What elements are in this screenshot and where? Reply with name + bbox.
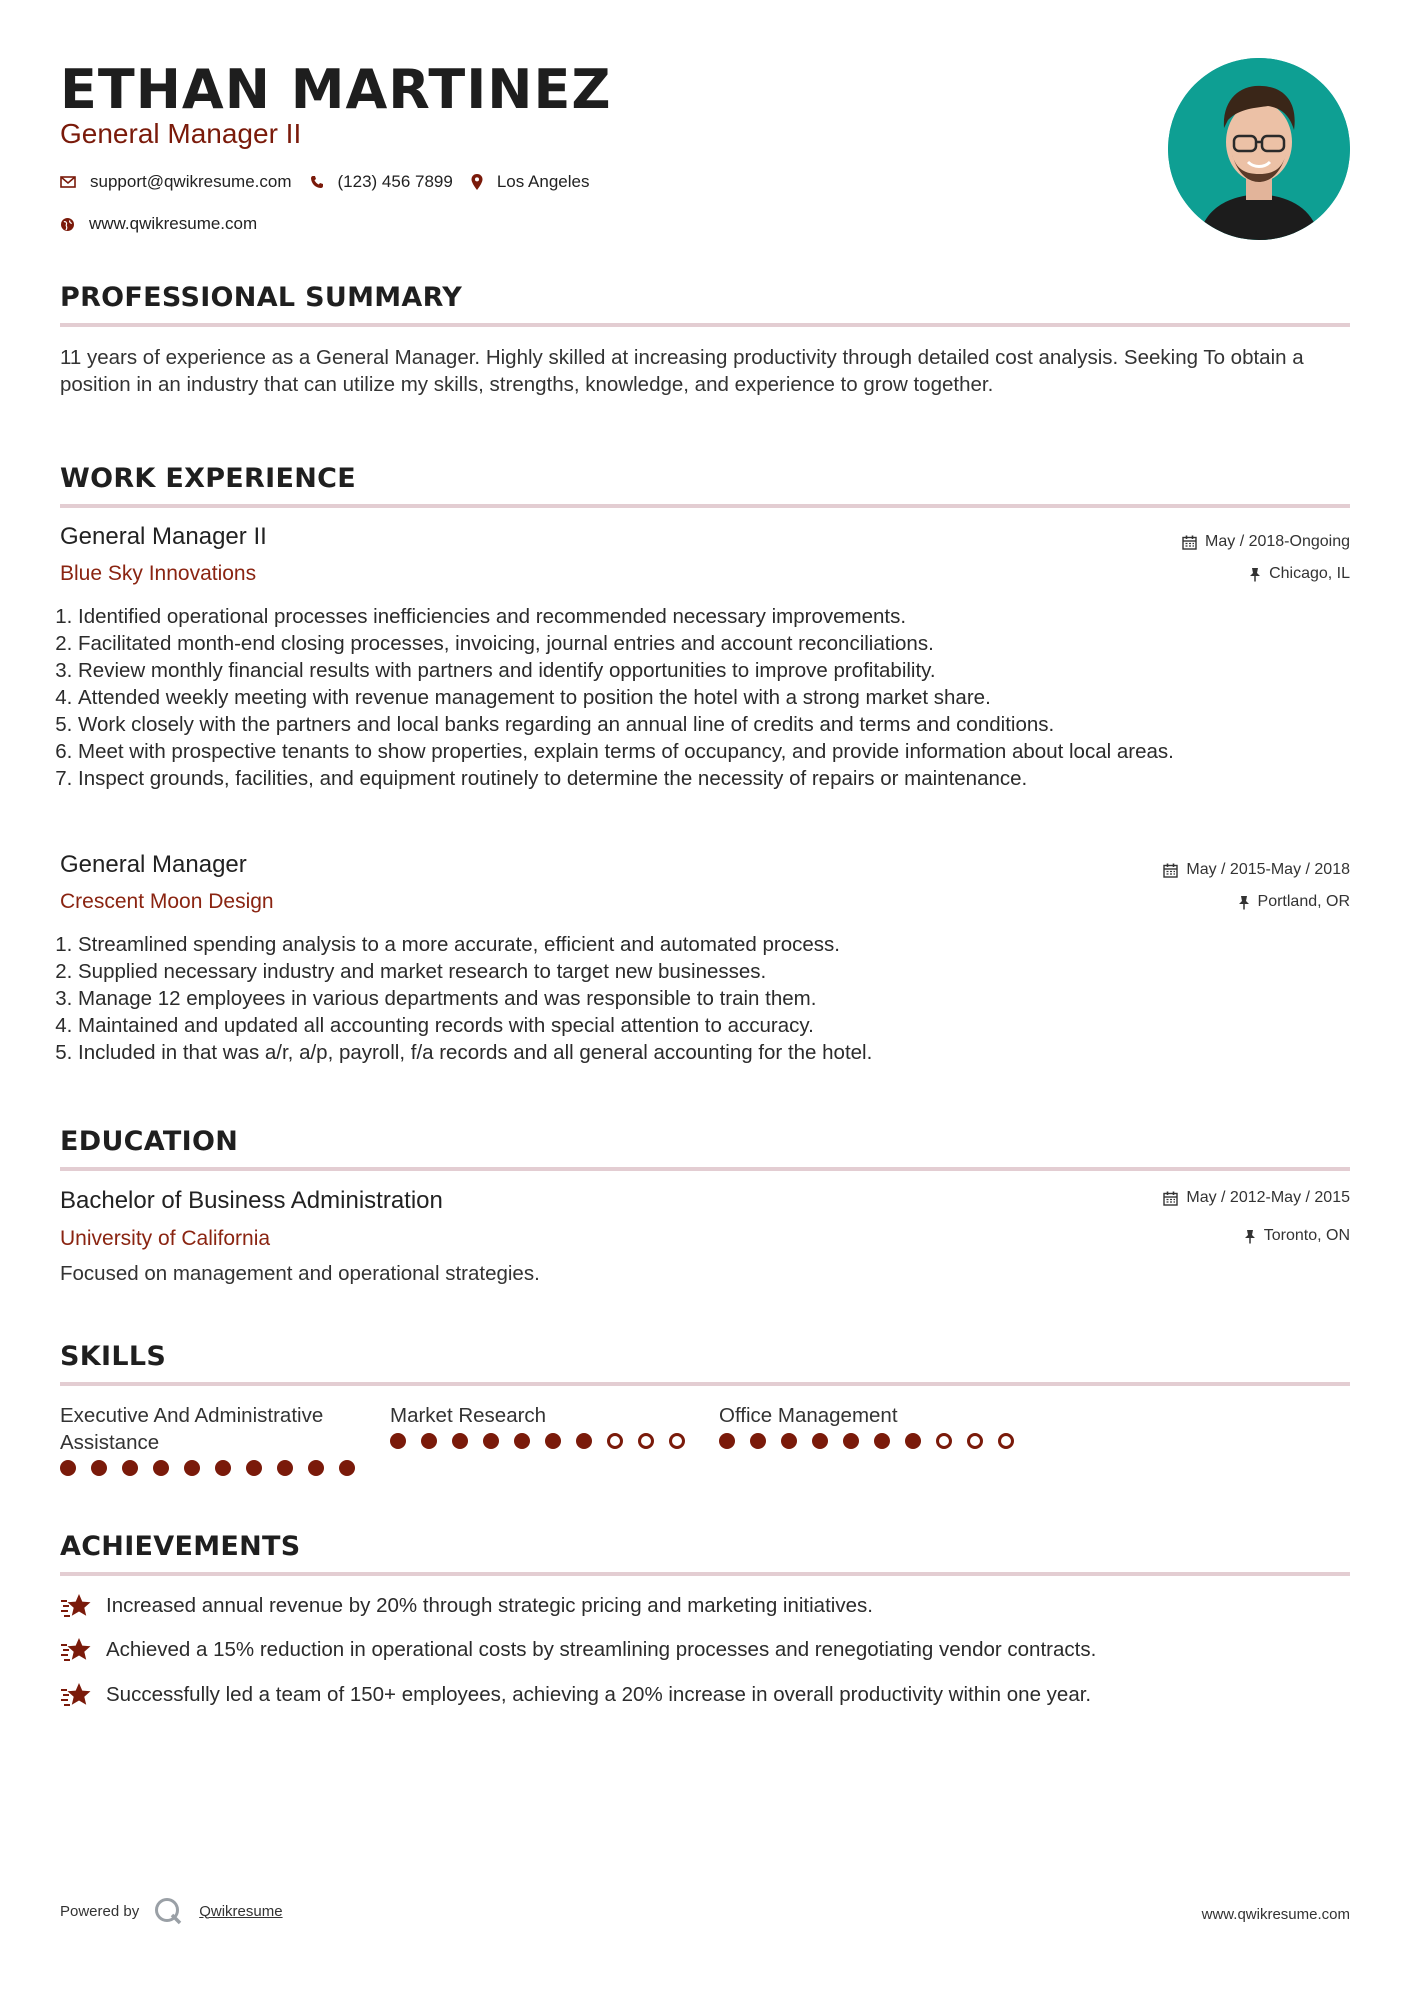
skill-dot-filled: [277, 1460, 293, 1476]
job-location-text: Portland, OR: [1257, 893, 1350, 910]
list-item: 7. Inspect grounds, facilities, and equipment routinely to determine the necessity of repairs or maintenance.: [78, 765, 1348, 792]
achievements-section-header: [60, 1531, 1350, 1576]
skill-dot-filled: [60, 1460, 76, 1476]
skill-rating: [60, 1460, 380, 1476]
skill-dot-filled: [91, 1460, 107, 1476]
job-location: [1238, 893, 1350, 911]
list-item: 3. Review monthly financial results with partners and identify opportunities to improve profitability.: [78, 657, 1348, 684]
calendar-icon: [1163, 863, 1178, 878]
skill-dot-filled: [452, 1433, 468, 1449]
education-description: Focused on management and operational strategies.: [60, 1262, 540, 1285]
qwikresume-logo-icon: [153, 1896, 183, 1926]
skill-dot-filled: [812, 1433, 828, 1449]
skill-name: Office Management: [719, 1404, 898, 1427]
list-item: 1. Identified operational processes inefficiencies and recommended necessary improvements.: [78, 603, 1348, 630]
list-item: 4. Attended weekly meeting with revenue management to position the hotel with a strong market share.: [78, 684, 1348, 711]
pushpin-icon: [1249, 567, 1261, 582]
experience-heading: WORK EXPERIENCE: [60, 463, 356, 494]
skill-dot-empty: [967, 1433, 983, 1449]
education-heading: EDUCATION: [60, 1126, 239, 1157]
job-dates-text: May / 2018-Ongoing: [1205, 533, 1350, 550]
pushpin-icon: [1238, 895, 1250, 910]
skill-dot-empty: [669, 1433, 685, 1449]
skill-dot-filled: [843, 1433, 859, 1449]
contact-email[interactable]: [60, 172, 292, 192]
achievement-item: [60, 1637, 1096, 1663]
star-badge-icon: [60, 1593, 92, 1619]
school-name: University of California: [60, 1227, 271, 1250]
powered-by-text: Powered by: [60, 1902, 140, 1920]
contact-row-primary: [60, 172, 607, 192]
skill-dot-filled: [514, 1433, 530, 1449]
job-dates-text: May / 2015-May / 2018: [1186, 861, 1350, 878]
skill-name: Market Research: [390, 1404, 547, 1427]
section-divider: [60, 1572, 1350, 1576]
star-badge-icon: [60, 1637, 92, 1663]
summary-text: 11 years of experience as a General Manager. Highly skilled at increasing productivity through detailed cost analysis. Seeking To obtain a position in an industry that can utilize my skills, strengths, knowledge, and experience to grow together.: [60, 346, 1304, 396]
job-title: General Manager: [60, 851, 247, 878]
job-dates: [1163, 861, 1350, 879]
education-dates: [1163, 1189, 1350, 1207]
skill-item: [390, 1402, 710, 1449]
brand-link[interactable]: Qwikresume: [199, 1902, 283, 1920]
section-divider: [60, 1382, 1350, 1386]
skill-dot-filled: [576, 1433, 592, 1449]
candidate-title: General Manager II: [60, 118, 302, 149]
website-text: www.qwikresume.com: [89, 214, 258, 233]
education-dates-text: May / 2012-May / 2015: [1186, 1189, 1350, 1206]
list-item: 5. Work closely with the partners and local banks regarding an annual line of credits and terms and conditions.: [78, 711, 1348, 738]
contact-row-secondary: [60, 214, 275, 234]
experience-section-header: [60, 463, 1350, 508]
summary-heading: PROFESSIONAL SUMMARY: [60, 282, 463, 313]
degree-title: Bachelor of Business Administration: [60, 1187, 443, 1214]
skill-dot-filled: [421, 1433, 437, 1449]
skill-dot-filled: [246, 1460, 262, 1476]
contact-location: [471, 172, 590, 192]
job-dates: [1182, 533, 1350, 551]
skill-dot-filled: [483, 1433, 499, 1449]
skills-heading: SKILLS: [60, 1341, 167, 1372]
list-item: 2. Facilitated month-end closing processes, invoicing, journal entries and account reconciliations.: [78, 630, 1348, 657]
job-company: Blue Sky Innovations: [60, 562, 257, 585]
skill-dot-filled: [339, 1460, 355, 1476]
skill-dot-filled: [390, 1433, 406, 1449]
footer-site[interactable]: www.qwikresume.com: [1201, 1906, 1350, 1923]
skill-name: Executive And Administrative Assistance: [60, 1404, 324, 1454]
section-divider: [60, 1167, 1350, 1171]
skill-rating: [390, 1433, 710, 1449]
skill-dot-filled: [153, 1460, 169, 1476]
job-bullets: [60, 603, 1348, 792]
star-badge-icon: [60, 1682, 92, 1708]
job-location-text: Chicago, IL: [1269, 565, 1350, 582]
contact-website[interactable]: [60, 214, 257, 234]
education-section-header: [60, 1126, 1350, 1171]
skill-dot-filled: [781, 1433, 797, 1449]
skill-item: [60, 1402, 380, 1476]
achievement-item: [60, 1593, 873, 1619]
skill-dot-filled: [122, 1460, 138, 1476]
skills-section-header: [60, 1341, 1350, 1386]
envelope-icon: [60, 176, 76, 188]
job-location: [1249, 565, 1350, 583]
calendar-icon: [1182, 535, 1197, 550]
resume-page: [60, 0, 1350, 1990]
skill-rating: [719, 1433, 1039, 1449]
pushpin-icon: [1244, 1229, 1256, 1244]
skill-dot-filled: [545, 1433, 561, 1449]
map-pin-icon: [471, 174, 483, 190]
achievement-text: Achieved a 15% reduction in operational costs by streamlining processes and renegotiating vendor contracts.: [106, 1638, 1097, 1661]
education-location-text: Toronto, ON: [1263, 1227, 1350, 1244]
summary-section-header: [60, 282, 1350, 327]
achievement-text: Successfully led a team of 150+ employees, achieving a 20% increase in overall productivity within one year.: [106, 1683, 1092, 1706]
profile-photo: [1168, 58, 1350, 240]
achievements-heading: ACHIEVEMENTS: [60, 1531, 301, 1562]
phone-text: (123) 456 7899: [337, 172, 453, 191]
skill-dot-empty: [998, 1433, 1014, 1449]
skill-dot-filled: [750, 1433, 766, 1449]
phone-icon: [310, 175, 324, 189]
skill-dot-empty: [607, 1433, 623, 1449]
footer-powered-by: [60, 1896, 283, 1926]
globe-icon: [60, 217, 75, 232]
contact-phone[interactable]: [310, 172, 453, 192]
skill-dot-filled: [874, 1433, 890, 1449]
achievement-item: [60, 1682, 1091, 1708]
skill-dot-filled: [215, 1460, 231, 1476]
location-text: Los Angeles: [496, 172, 590, 191]
list-item: 4. Maintained and updated all accounting records with special attention to accuracy.: [78, 1012, 1348, 1039]
list-item: 6. Meet with prospective tenants to show properties, explain terms of occupancy, and provide information about local areas.: [78, 738, 1348, 765]
candidate-name: ETHAN MARTINEZ: [60, 58, 612, 121]
skill-dot-filled: [308, 1460, 324, 1476]
email-text: support@qwikresume.com: [90, 172, 292, 191]
education-location: [1244, 1227, 1350, 1245]
skill-dot-filled: [184, 1460, 200, 1476]
skill-dot-empty: [638, 1433, 654, 1449]
list-item: 2. Supplied necessary industry and market research to target new businesses.: [78, 958, 1348, 985]
skill-dot-filled: [905, 1433, 921, 1449]
list-item: 5. Included in that was a/r, a/p, payroll, f/a records and all general accounting for the hotel.: [78, 1039, 1348, 1066]
achievement-text: Increased annual revenue by 20% through strategic pricing and marketing initiatives.: [106, 1594, 873, 1617]
job-bullets: [60, 931, 1348, 1066]
job-title: General Manager II: [60, 523, 267, 550]
section-divider: [60, 504, 1350, 508]
list-item: 1. Streamlined spending analysis to a more accurate, efficient and automated process.: [78, 931, 1348, 958]
skill-dot-filled: [719, 1433, 735, 1449]
calendar-icon: [1163, 1191, 1178, 1206]
section-divider: [60, 323, 1350, 327]
list-item: 3. Manage 12 employees in various departments and was responsible to train them.: [78, 985, 1348, 1012]
job-company: Crescent Moon Design: [60, 890, 274, 913]
skill-dot-empty: [936, 1433, 952, 1449]
skill-item: [719, 1402, 1039, 1449]
person-portrait-icon: [1168, 58, 1350, 240]
